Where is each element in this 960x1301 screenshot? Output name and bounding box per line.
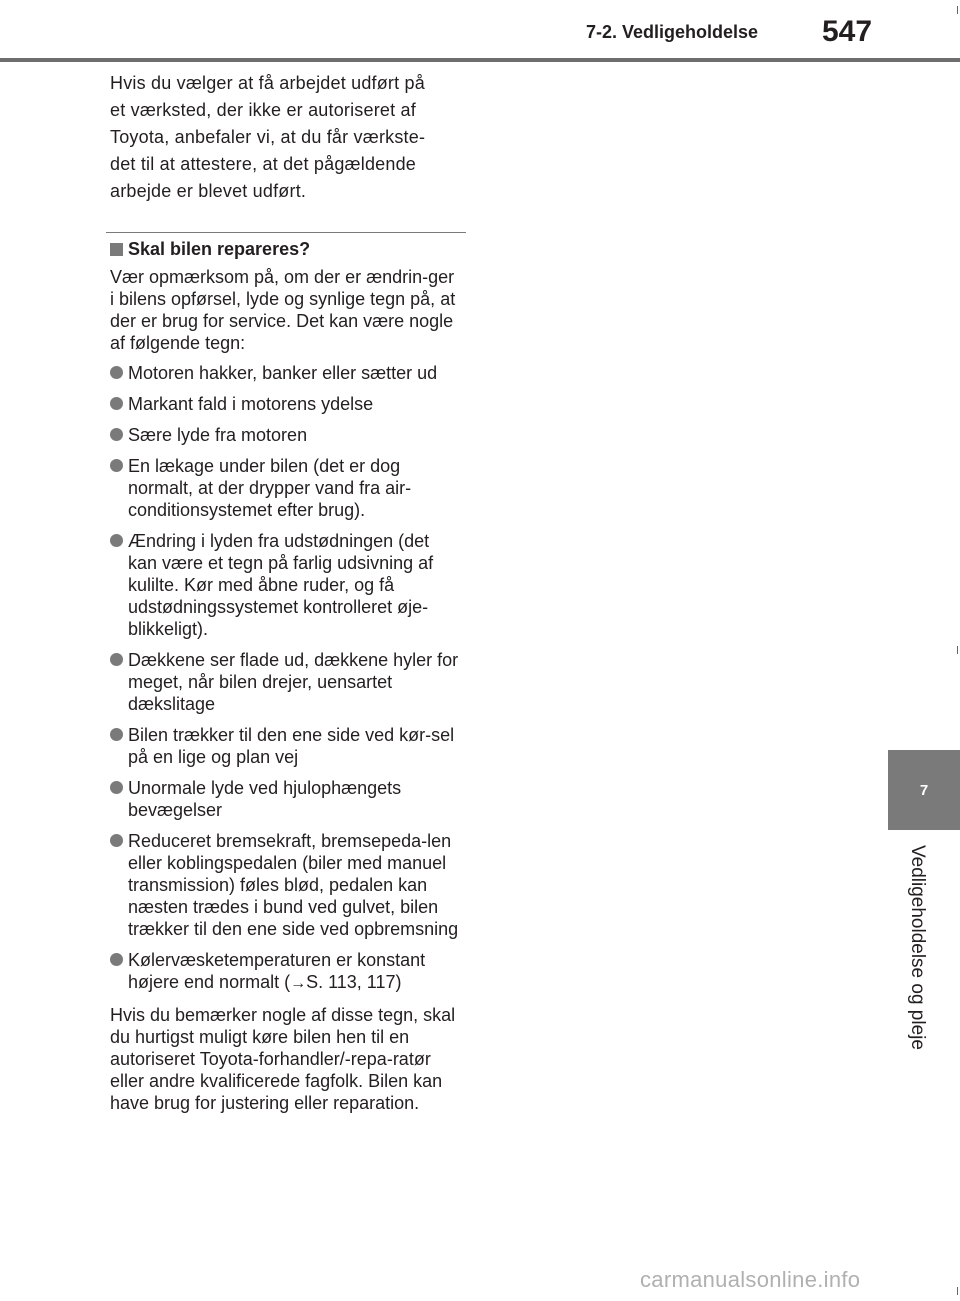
lead-paragraph: Vær opmærksom på, om der er ændrin-ger i bilens opførsel, lyde og synlige tegn på, at der er brug for service. Det kan være nogle af følgende tegn: (110, 267, 456, 353)
list-item (110, 455, 462, 521)
list-item (110, 830, 462, 940)
list-item (110, 530, 462, 640)
section-heading (110, 239, 462, 260)
intro-line: Toyota, anbefaler vi, at du får værkste- (110, 127, 426, 147)
main-content (110, 70, 462, 1114)
crop-mark (957, 646, 958, 654)
bullet-dot-icon (110, 397, 123, 410)
list-item (110, 724, 462, 768)
list-item-text: Dækkene ser flade ud, dækkene hyler for meget, når bilen drejer, uensartet dækslitage (128, 650, 459, 714)
bullet-dot-icon (110, 834, 123, 847)
bullet-dot-icon (110, 728, 123, 741)
list-item (110, 393, 462, 415)
list-item (110, 424, 462, 446)
list-item-text: Motoren hakker, banker eller sætter ud (128, 363, 438, 383)
intro-line: arbejde er blevet udført. (110, 181, 307, 201)
list-item (110, 777, 462, 821)
page-reference-arrow-icon: → (290, 975, 307, 992)
list-item (110, 362, 462, 384)
page-header (0, 0, 960, 60)
list-item-text: Bilen trækker til den ene side ved kør-sel på en lige og plan vej (128, 725, 455, 767)
list-item-text: Markant fald i motorens ydelse (128, 394, 374, 414)
list-item (110, 949, 462, 995)
bullet-dot-icon (110, 781, 123, 794)
intro-line: Hvis du vælger at få arbejdet udført på (110, 73, 425, 93)
list-item-text: Sære lyde fra motoren (128, 425, 308, 445)
watermark: carmanualsonline.info (640, 1267, 861, 1292)
list-item-text: Unormale lyde ved hjulophængets bevægelser (128, 778, 402, 820)
square-bullet-icon (110, 243, 123, 256)
closing-paragraph: Hvis du bemærker nogle af disse tegn, skal du hurtigst muligt køre bilen hen til en autoriseret Toyota-forhandler/-repa-ratør eller andre kvalificerede fagfolk. Bilen kan have brug for justering eller reparation. (110, 1005, 456, 1113)
section-title: 7-2. Vedligeholdelse (586, 22, 759, 42)
bullet-dot-icon (110, 653, 123, 666)
section-heading-text: Skal bilen repareres? (128, 239, 311, 259)
section-divider (106, 232, 466, 233)
page-reference-link[interactable]: S. 113, 117) (306, 972, 402, 992)
chapter-title: Vedligeholdelse og pleje (907, 845, 928, 1050)
bullet-dot-icon (110, 366, 123, 379)
intro-line: det til at attestere, at det pågældende (110, 154, 417, 174)
bullet-dot-icon (110, 459, 123, 472)
intro-paragraph (110, 70, 462, 205)
list-item (110, 649, 462, 715)
list-item-text: Ændring i lyden fra udstødningen (det kan være et tegn på farlig udsivning af kulilte. Kør med åbne ruder, og få udstødningssystemet kontrolleret øje-blikkeligt). (128, 531, 434, 639)
list-item-text: En lækage under bilen (det er dog normalt, at der drypper vand fra air-conditionsystemet efter brug). (128, 456, 412, 520)
list-item-text: Reduceret bremsekraft, bremsepeda-len eller koblingspedalen (biler med manuel transmission) føles blød, pedalen kan næsten trædes i bund ved gulvet, bilen trækker til den ene side ved opbremsning (128, 831, 459, 939)
bullet-dot-icon (110, 428, 123, 441)
chapter-number: 7 (919, 781, 929, 799)
bullet-dot-icon (110, 534, 123, 547)
chapter-title-vertical (906, 845, 930, 1075)
chapter-tab[interactable] (888, 750, 960, 830)
bullet-dot-icon (110, 953, 123, 966)
crop-mark (957, 6, 958, 14)
intro-line: et værksted, der ikke er autoriseret af (110, 100, 416, 120)
page-number: 547 (822, 15, 873, 48)
crop-mark (957, 1287, 958, 1295)
list-item-text: Kølervæsketemperaturen er konstant højere end normalt ( (128, 950, 426, 992)
header-divider (0, 58, 960, 62)
symptom-list (110, 362, 462, 995)
